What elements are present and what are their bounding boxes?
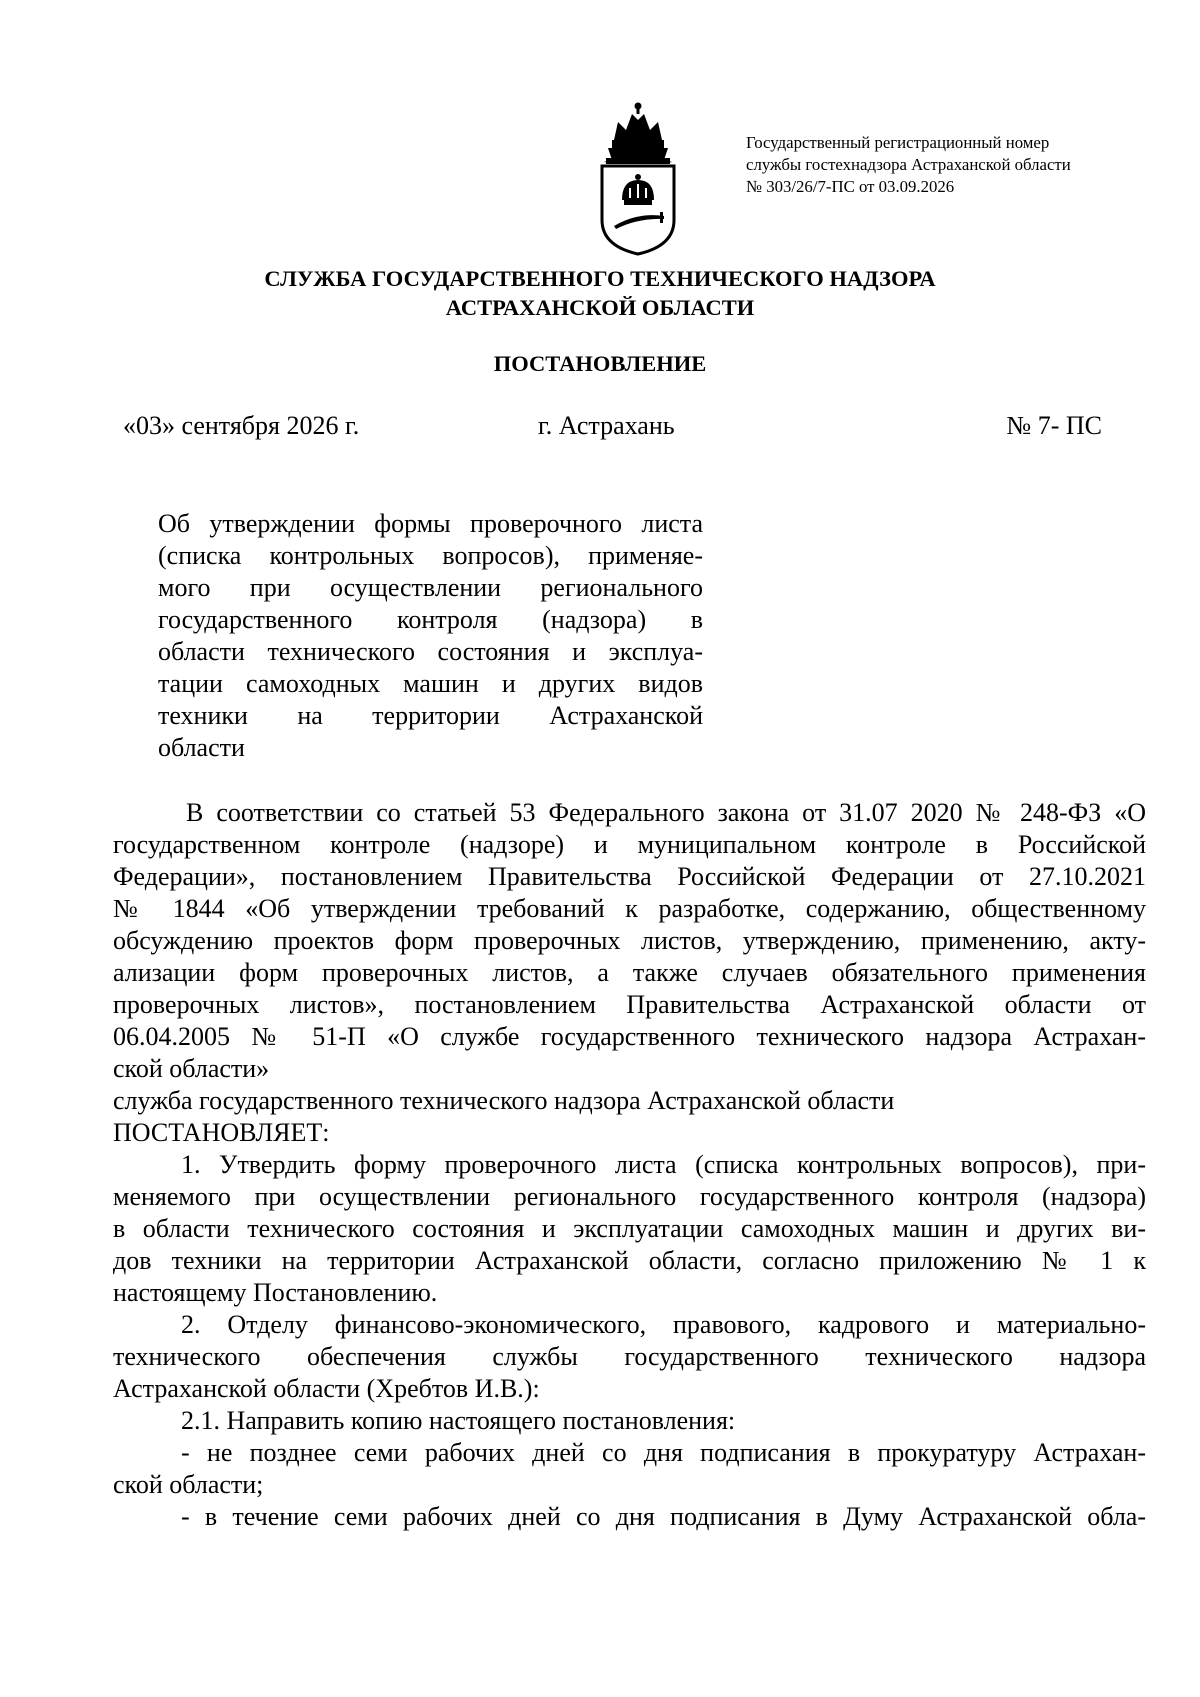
preamble-line: ализации форм проверочных листов, а также случаев обязательного применения bbox=[113, 958, 1146, 987]
coat-of-arms-emblem bbox=[594, 100, 682, 258]
organization-title-line: АСТРАХАНСКОЙ ОБЛАСТИ bbox=[445, 295, 755, 320]
item-2-line: Астраханской области (Хребтов И.В.): bbox=[113, 1374, 540, 1403]
preamble-line: проверочных листов», постановлением Правительства Астраханской области от bbox=[113, 990, 1146, 1019]
document-type: ПОСТАНОВЛЕНИЕ bbox=[493, 351, 707, 376]
resolves-heading: ПОСТАНОВЛЯЕТ: bbox=[113, 1118, 330, 1147]
item-1-line: меняемого при осуществлении регионального государственного контроля (надзора) bbox=[113, 1182, 1146, 1211]
item-2-line: технического обеспечения службы государственного технического надзора bbox=[113, 1342, 1146, 1371]
item-1-line: в области технического состояния и эксплуатации самоходных машин и других ви- bbox=[113, 1214, 1146, 1243]
preamble-line: Федерации», постановлением Правительства Российской Федерации от 27.10.2021 bbox=[113, 862, 1146, 891]
registration-number-block bbox=[746, 132, 1146, 198]
subject-line: государственного контроля (надзора) в bbox=[158, 605, 703, 634]
registration-line: службы гостехнадзора Астраханской области bbox=[746, 155, 1071, 174]
subject-line: техники на территории Астраханской bbox=[158, 701, 703, 730]
subject-line: области bbox=[158, 733, 245, 762]
subject-line: Об утверждении формы проверочного листа bbox=[158, 509, 703, 538]
preamble-line: государственном контроле (надзоре) и муниципальном контроле в Российской bbox=[113, 830, 1146, 859]
bullet-1-line: - не позднее семи рабочих дней со дня подписания в прокуратуру Астрахан- bbox=[181, 1438, 1146, 1467]
registration-line: № 303/26/7-ПС от 03.09.2026 bbox=[746, 177, 955, 196]
preamble-line: В соответствии со статьей 53 Федерального закона от 31.07 2020 № 248-ФЗ «О bbox=[186, 798, 1146, 827]
preamble-line: обсуждению проектов форм проверочных листов, утверждению, применению, акту- bbox=[113, 926, 1146, 955]
item-2-1-line: 2.1. Направить копию настоящего постановления: bbox=[181, 1406, 736, 1435]
bullet-1-line: ской области; bbox=[113, 1470, 264, 1499]
issuing-service-line: служба государственного технического надзора Астраханской области bbox=[113, 1086, 895, 1115]
item-1-line: дов техники на территории Астраханской области, согласно приложению № 1 к bbox=[113, 1246, 1146, 1275]
subject-line: (списка контрольных вопросов), применяе- bbox=[158, 541, 703, 570]
item-1-line: 1. Утвердить форму проверочного листа (списка контрольных вопросов), при- bbox=[181, 1150, 1146, 1179]
document-date: «03» сентября 2026 г. bbox=[123, 411, 360, 440]
document-subject bbox=[158, 508, 703, 764]
preamble-line: 06.04.2005 № 51-П «О службе государственного технического надзора Астрахан- bbox=[113, 1022, 1146, 1051]
document-body bbox=[113, 797, 1146, 1533]
preamble-line: ской области» bbox=[113, 1054, 270, 1083]
bullet-2-line: - в течение семи рабочих дней со дня подписания в Думу Астраханской обла- bbox=[181, 1502, 1146, 1531]
subject-line: области технического состояния и эксплуа- bbox=[158, 637, 703, 666]
preamble-line: № 1844 «Об утверждении требований к разработке, содержанию, общественному bbox=[113, 894, 1146, 923]
registration-line: Государственный регистрационный номер bbox=[746, 133, 1050, 152]
organization-title-line: СЛУЖБА ГОСУДАРСТВЕННОГО ТЕХНИЧЕСКОГО НАДЗОРА bbox=[264, 266, 936, 291]
organization-title bbox=[0, 264, 1200, 322]
document-city: г. Астрахань bbox=[538, 411, 675, 440]
subject-line: тации самоходных машин и других видов bbox=[158, 669, 703, 698]
item-2-line: 2. Отделу финансово-экономического, правового, кадрового и материально- bbox=[181, 1310, 1146, 1339]
item-1-line: настоящему Постановлению. bbox=[113, 1278, 438, 1307]
document-number: № 7- ПС bbox=[1006, 411, 1102, 440]
subject-line: мого при осуществлении регионального bbox=[158, 573, 703, 602]
